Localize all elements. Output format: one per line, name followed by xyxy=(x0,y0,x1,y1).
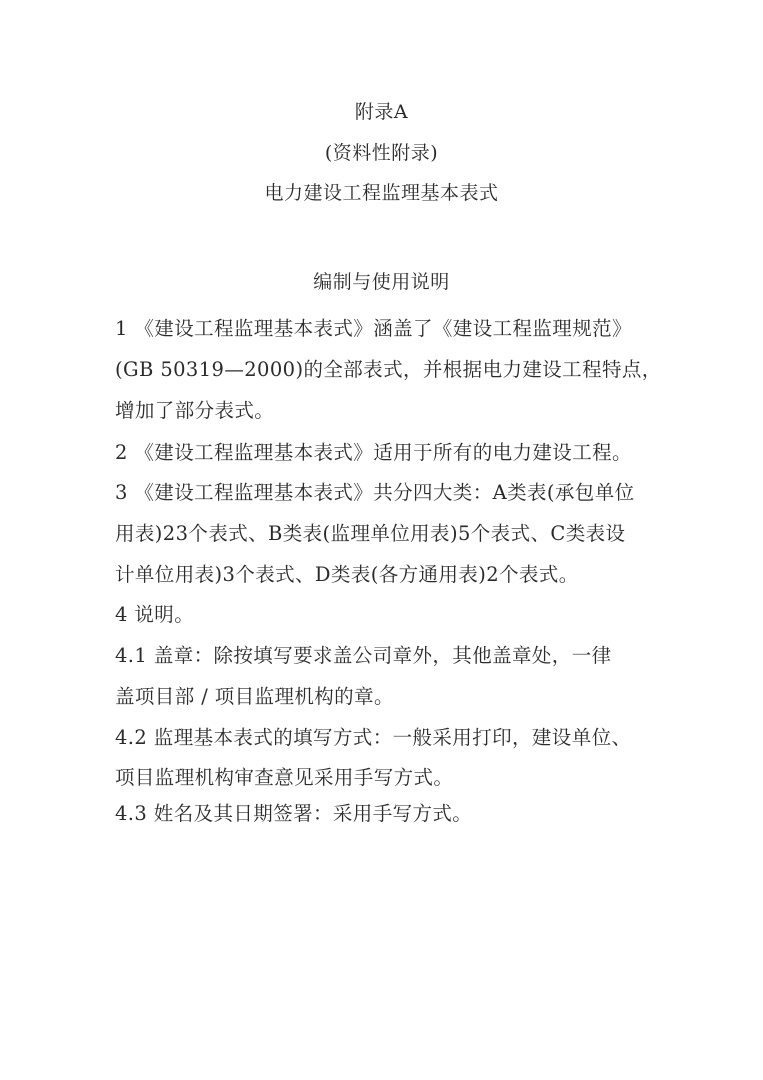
paragraph-line: 用表)23个表式、B类表(监理单位用表)5个表式、C类表设 xyxy=(115,522,626,545)
paragraph-line: 1 《建设工程监理基本表式》涵盖了《建设工程监理规范》 xyxy=(115,317,632,340)
paragraph-line: 4.3 姓名及其日期签署：采用手写方式。 xyxy=(115,802,473,825)
section-title: 编制与使用说明 xyxy=(313,271,450,293)
paragraph-line: 2 《建设工程监理基本表式》适用于所有的电力建设工程。 xyxy=(115,441,632,464)
appendix-title: 附录A xyxy=(354,101,409,123)
paragraph-line: 4 说明。 xyxy=(115,603,195,626)
appendix-type: (资料性附录) xyxy=(324,142,439,164)
document-title: 电力建设工程监理基本表式 xyxy=(264,182,499,204)
paragraph-line: 4.1 盖章：除按填写要求盖公司章外，其他盖章处，一律 xyxy=(115,644,612,667)
paragraph-line: 盖项目部 / 项目监理机构的章。 xyxy=(115,685,394,708)
paragraph-line: 3 《建设工程监理基本表式》共分四大类：A类表(承包单位 xyxy=(115,481,635,504)
paragraph-line: (GB 50319—2000)的全部表式，并根据电力建设工程特点， xyxy=(115,358,662,381)
paragraph-line: 增加了部分表式。 xyxy=(115,399,275,422)
paragraph-line: 计单位用表)3个表式、D类表(各方通用表)2个表式。 xyxy=(115,563,579,586)
paragraph-line: 项目监理机构审查意见采用手写方式。 xyxy=(115,766,454,789)
paragraph-line: 4.2 监理基本表式的填写方式：一般采用打印，建设单位、 xyxy=(115,726,632,749)
